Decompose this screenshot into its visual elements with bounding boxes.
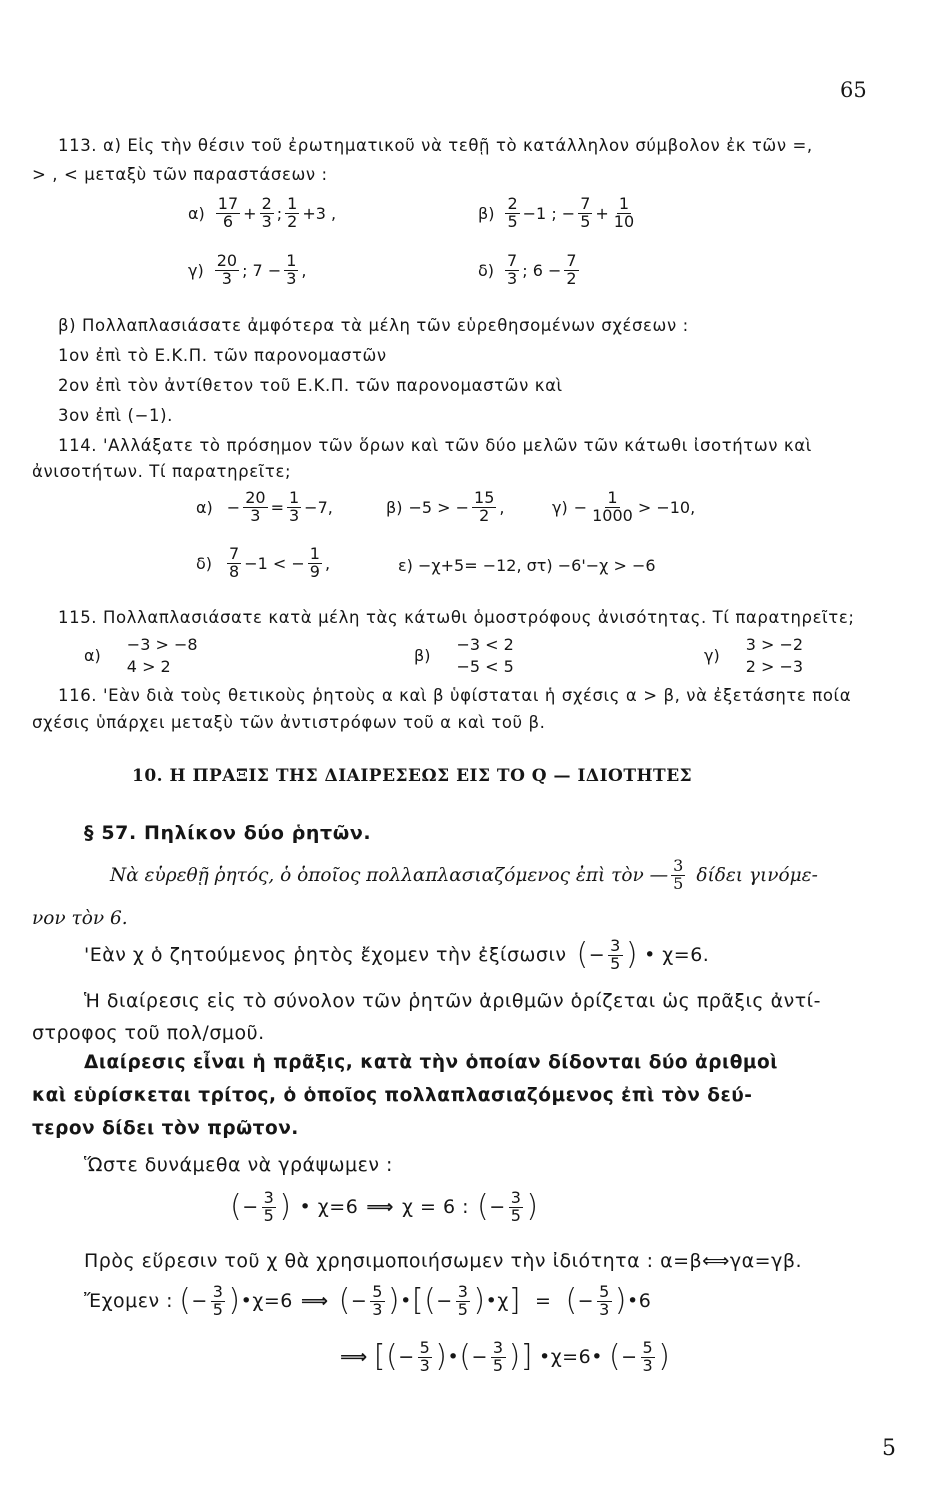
fraction: $\frac{1}{1000}$ xyxy=(592,488,633,525)
ex113-line1: 113. α) Εἰς τὴν θέσιν τοῦ ἐρωτηματικοῦ νὰ τεθῇ τὸ κατάλληλον σύμβολον ἐκ τῶν =, xyxy=(58,136,813,155)
fraction: $\frac{7}{8}$ xyxy=(229,544,240,581)
ex113-g: γ) $\frac{20}{3}$ ; 7 − $\frac{1}{3}$ , xyxy=(188,251,307,288)
implies-arrow: ⟹ xyxy=(366,1196,395,1219)
implies-arrow: ⟹ xyxy=(300,1290,329,1313)
fraction: $\frac{7}{2}$ xyxy=(566,251,577,288)
fraction: $\frac{3}{5}$ xyxy=(263,1188,275,1225)
equation-2: Ἔχομεν : ( − $\frac{3}{5}$ ) •χ=6 ⟹ ( − $\frac{5}{3}$ ) • [ ( − $\frac{3}{5}$ ) •χ ] = ( − $\frac{5}{3}$ ) •6 xyxy=(84,1282,652,1319)
fraction: $\frac{20}{3}$ xyxy=(216,251,238,288)
fraction: $\frac{17}{6}$ xyxy=(217,194,239,231)
ex113-a-label: α) xyxy=(188,203,205,223)
ex116-line1: 116. 'Εὰν διὰ τοὺς θετικοὺς ῥητοὺς α καὶ β ὑφίσταται ἡ σχέσις α > β, νὰ ἐξετάσητε ποία xyxy=(58,686,852,705)
ex113-d: δ) $\frac{7}{3}$ ; 6 − $\frac{7}{2}$ xyxy=(478,251,577,288)
fraction: $\frac{2}{3}$ xyxy=(261,194,272,231)
page-number: 65 xyxy=(840,78,867,102)
ex113-line2: > , < μεταξὺ τῶν παραστάσεων : xyxy=(32,165,328,184)
fraction: $\frac{2}{5}$ xyxy=(507,194,518,231)
fraction: $\frac{5}{3}$ xyxy=(599,1282,610,1319)
fraction: $\frac{3}{5}$ xyxy=(510,1188,522,1225)
ex113-step2: 2ον ἐπὶ τὸν ἀντίθετον τοῦ Ε.Κ.Π. τῶν παρονομαστῶν καὶ xyxy=(58,376,563,395)
ex113-b: β) $\frac{2}{5}$ −1 ; − $\frac{7}{5}$ + $\frac{1}{10}$ xyxy=(478,194,635,231)
problem-line2: νον τὸν 6. xyxy=(32,908,128,929)
ex115-b: β) −3 < 2 −5 < 5 xyxy=(414,635,514,676)
ex113-a: α) $\frac{17}{6}$ + $\frac{2}{3}$ ; $\frac{1}{2}$ +3 , xyxy=(188,194,337,231)
bold-definition-line2: καὶ εὑρίσκεται τρίτος, ὁ ὁποῖος πολλαπλασιαζόμενος ἐπὶ τὸν δεύ- xyxy=(32,1085,753,1106)
ex115-g: γ) 3 > −2 2 > −3 xyxy=(704,635,804,676)
fraction: $\frac{20}{3}$ xyxy=(245,488,266,525)
equation-1: ( − $\frac{3}{5}$ ) • χ=6 ⟹ χ = 6 : ( − $\frac{3}{5}$ ) xyxy=(230,1188,539,1225)
fraction: $\frac{15}{2}$ xyxy=(474,488,495,525)
ex114-a: α) − $\frac{20}{3}$ = $\frac{1}{3}$ −7, xyxy=(196,488,333,525)
ex114-b: β) −5 > − $\frac{15}{2}$ , xyxy=(386,488,505,525)
subsection-title: § 57. Πηλίκον δύο ῥητῶν. xyxy=(84,822,372,844)
ex113-part-b: β) Πολλαπλασιάσατε ἀμφότερα τὰ μέλη τῶν εὑρεθησομένων σχέσεων : xyxy=(58,316,689,335)
footer-mark: 5 xyxy=(882,1436,896,1461)
ex113-step1: 1ον ἐπὶ τὸ Ε.Κ.Π. τῶν παρονομαστῶν xyxy=(58,346,387,365)
bold-definition-line1: Διαίρεσις εἶναι ἡ πρᾶξις, κατὰ τὴν ὁποίαν δίδονται δύο ἀριθμοὶ xyxy=(84,1052,778,1073)
ex114-e: ε) −χ+5= −12, στ) −6'−χ > −6 xyxy=(398,556,656,575)
definition-line2: στροφος τοῦ πολ/σμοῦ. xyxy=(32,1022,265,1044)
ex114-line2: ἀνισοτήτων. Τί παρατηρεῖτε; xyxy=(32,462,292,481)
equation-intro: 'Εὰν χ ὁ ζητούμενος ῥητὸς ἔχομεν τὴν ἐξίσωσιν ( − $\frac{3}{5}$ ) • χ=6. xyxy=(84,936,710,973)
fraction: $\frac{3}{5}$ xyxy=(457,1282,469,1319)
fraction: $\frac{3}{5}$ xyxy=(212,1282,224,1319)
property-line: Πρὸς εὕρεσιν τοῦ χ θὰ χρησιμοποιήσωμεν τὴν ἰδιότητα : α=β⟺γα=γβ. xyxy=(84,1250,803,1272)
fraction: $\frac{5}{3}$ xyxy=(642,1338,654,1375)
ex115-a: α) −3 > −8 4 > 2 xyxy=(84,635,198,676)
ex114-d: δ) $\frac{7}{8}$ −1 < − $\frac{1}{9}$ , xyxy=(196,544,331,581)
fraction: $\frac{1}{9}$ xyxy=(309,544,320,581)
fraction: $\frac{1}{10}$ xyxy=(613,194,635,231)
ex115-line1: 115. Πολλαπλασιάσατε κατὰ μέλη τὰς κάτωθι ὁμοστρόφους ἀνισότητας. Τί παρατηρεῖτε; xyxy=(58,608,855,627)
section-heading: 10. Η ΠΡΑΞΙΣ ΤΗΣ ΔΙΑΙΡΕΣΕΩΣ ΕΙΣ ΤΟ Q — ΙΔΙΟΤΗΤΕΣ xyxy=(132,766,693,786)
can-write-line: Ὥστε δυνάμεθα νὰ γράψωμεν : xyxy=(84,1154,393,1176)
fraction: $\frac{5}{3}$ xyxy=(372,1282,383,1319)
problem-line1: Νὰ εὑρεθῇ ῥητός, ὁ ὁποῖος πολλαπλασιαζόμενος ἐπὶ τὸν — $\frac{3}{5}$ δίδει γινόμε- xyxy=(110,856,818,893)
fraction: $\frac{1}{3}$ xyxy=(286,251,297,288)
ex116-line2: σχέσις ὑπάρχει μεταξὺ τῶν ἀντιστρόφων τοῦ α καὶ τοῦ β. xyxy=(32,713,546,732)
definition-line1: Ἡ διαίρεσις εἰς τὸ σύνολον τῶν ῥητῶν ἀριθμῶν ὁρίζεται ὡς πρᾶξις ἀντί- xyxy=(84,990,821,1012)
fraction: $\frac{7}{3}$ xyxy=(507,251,518,288)
fraction: $\frac{3}{5}$ xyxy=(492,1338,504,1375)
ex113-step3: 3ον ἐπὶ (−1). xyxy=(58,406,173,425)
equation-3: ⟹ [ ( − $\frac{5}{3}$ ) • ( − $\frac{3}{5}$ ) ] •χ=6• ( − $\frac{5}{3}$ ) xyxy=(340,1338,671,1375)
fraction: $\frac{1}{3}$ xyxy=(288,488,300,525)
ex114-line1: 114. 'Αλλάξατε τὸ πρόσημον τῶν ὅρων καὶ τῶν δύο μελῶν τῶν κάτωθι ἰσοτήτων καὶ xyxy=(58,436,812,455)
implies-arrow: ⟹ xyxy=(340,1346,368,1369)
fraction: $\frac{3}{5}$ xyxy=(610,936,621,973)
fraction: $\frac{5}{3}$ xyxy=(419,1338,431,1375)
fraction: $\frac{7}{5}$ xyxy=(580,194,591,231)
fraction: $\frac{1}{2}$ xyxy=(287,194,298,231)
fraction: $\frac{3}{5}$ xyxy=(673,856,684,893)
bold-definition-line3: τερον δίδει τὸν πρῶτον. xyxy=(32,1118,299,1139)
ex114-g: γ) − $\frac{1}{1000}$ > −10, xyxy=(552,488,696,525)
